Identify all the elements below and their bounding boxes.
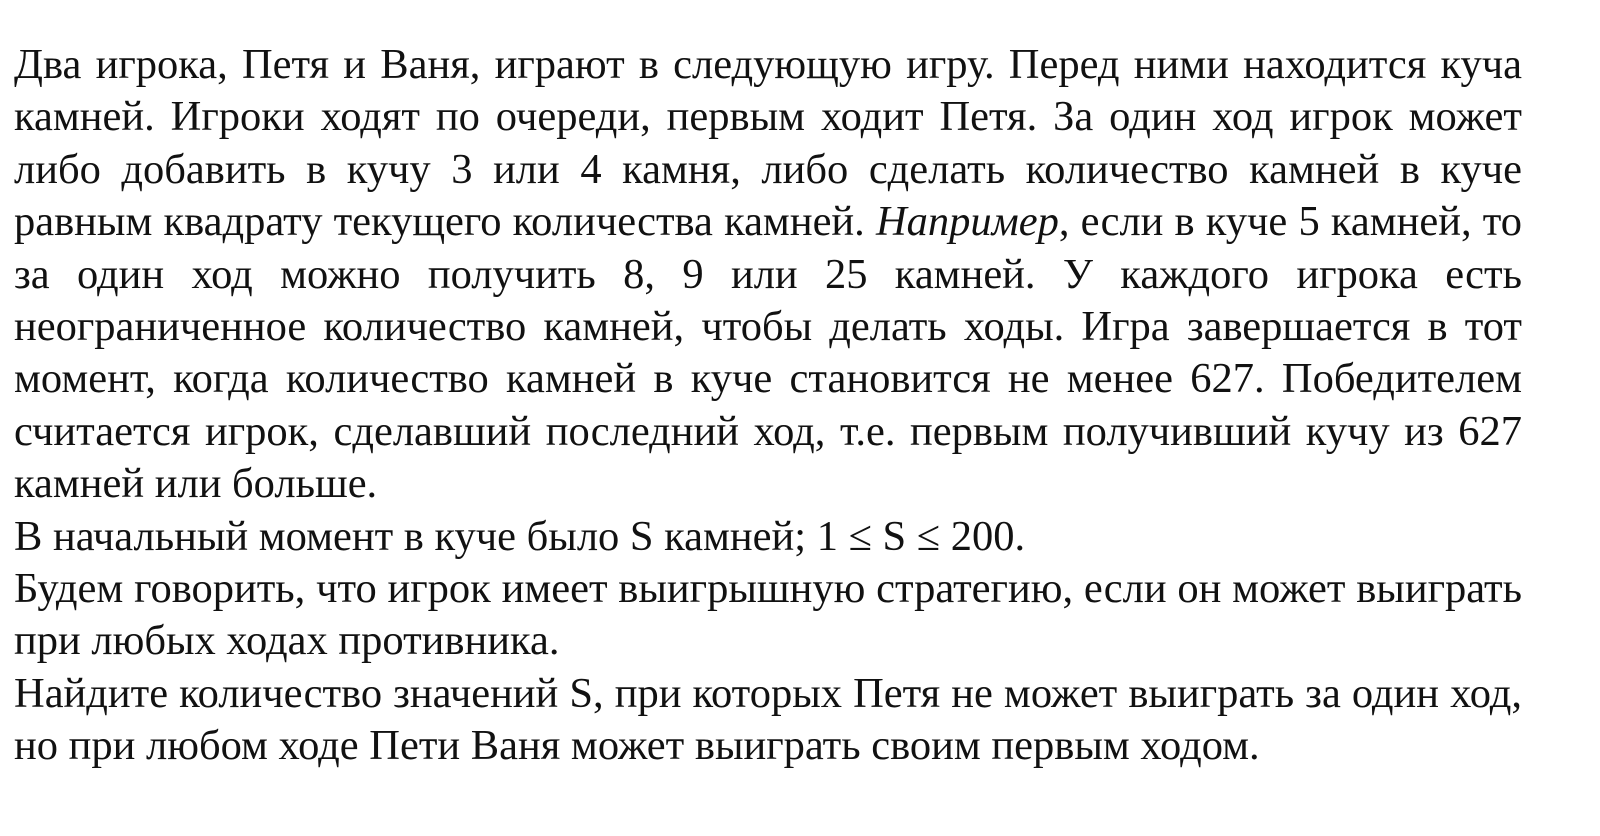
problem-text [14,39,1522,773]
rules-example-word: Например [875,198,1059,246]
rules-text-part2: , если в куче 5 камней, то за один ход можно получить 8, 9 или 25 камней. У каждого игрока есть неограниченное количество камней, чтобы делать ходы. Игра завершается в тот момент, когда количество камней в куче становится не менее 627. Победителем считается игрок, сделавший последний ход, т.е. первым получивший кучу из 627 камней или больше. [14,198,1522,508]
problem-initial-condition: В начальный момент в куче было S камней; 1 ≤ S ≤ 200. [14,512,1026,560]
problem-paragraph-strategy: Будем говорить, что игрок имеет выигрышную стратегию, если он может выиграть при любых ходах противника. [14,565,1522,665]
rules-text-part1: Два игрока, Петя и Ваня, играют в следующую игру. Перед ними находится куча камней. Игроки ходят по очереди, первым ходит Петя. За один ход игрок может либо добавить в кучу 3 или 4 камня, либо сделать количество камней в куче равным квадрату текущего количества камней. [14,41,1522,246]
problem-paragraph-rules [14,39,1522,511]
problem-paragraph-question: Найдите количество значений S, при которых Петя не может выиграть за один ход, но при любом ходе Пети Ваня может выиграть своим первым ходом. [14,669,1522,770]
